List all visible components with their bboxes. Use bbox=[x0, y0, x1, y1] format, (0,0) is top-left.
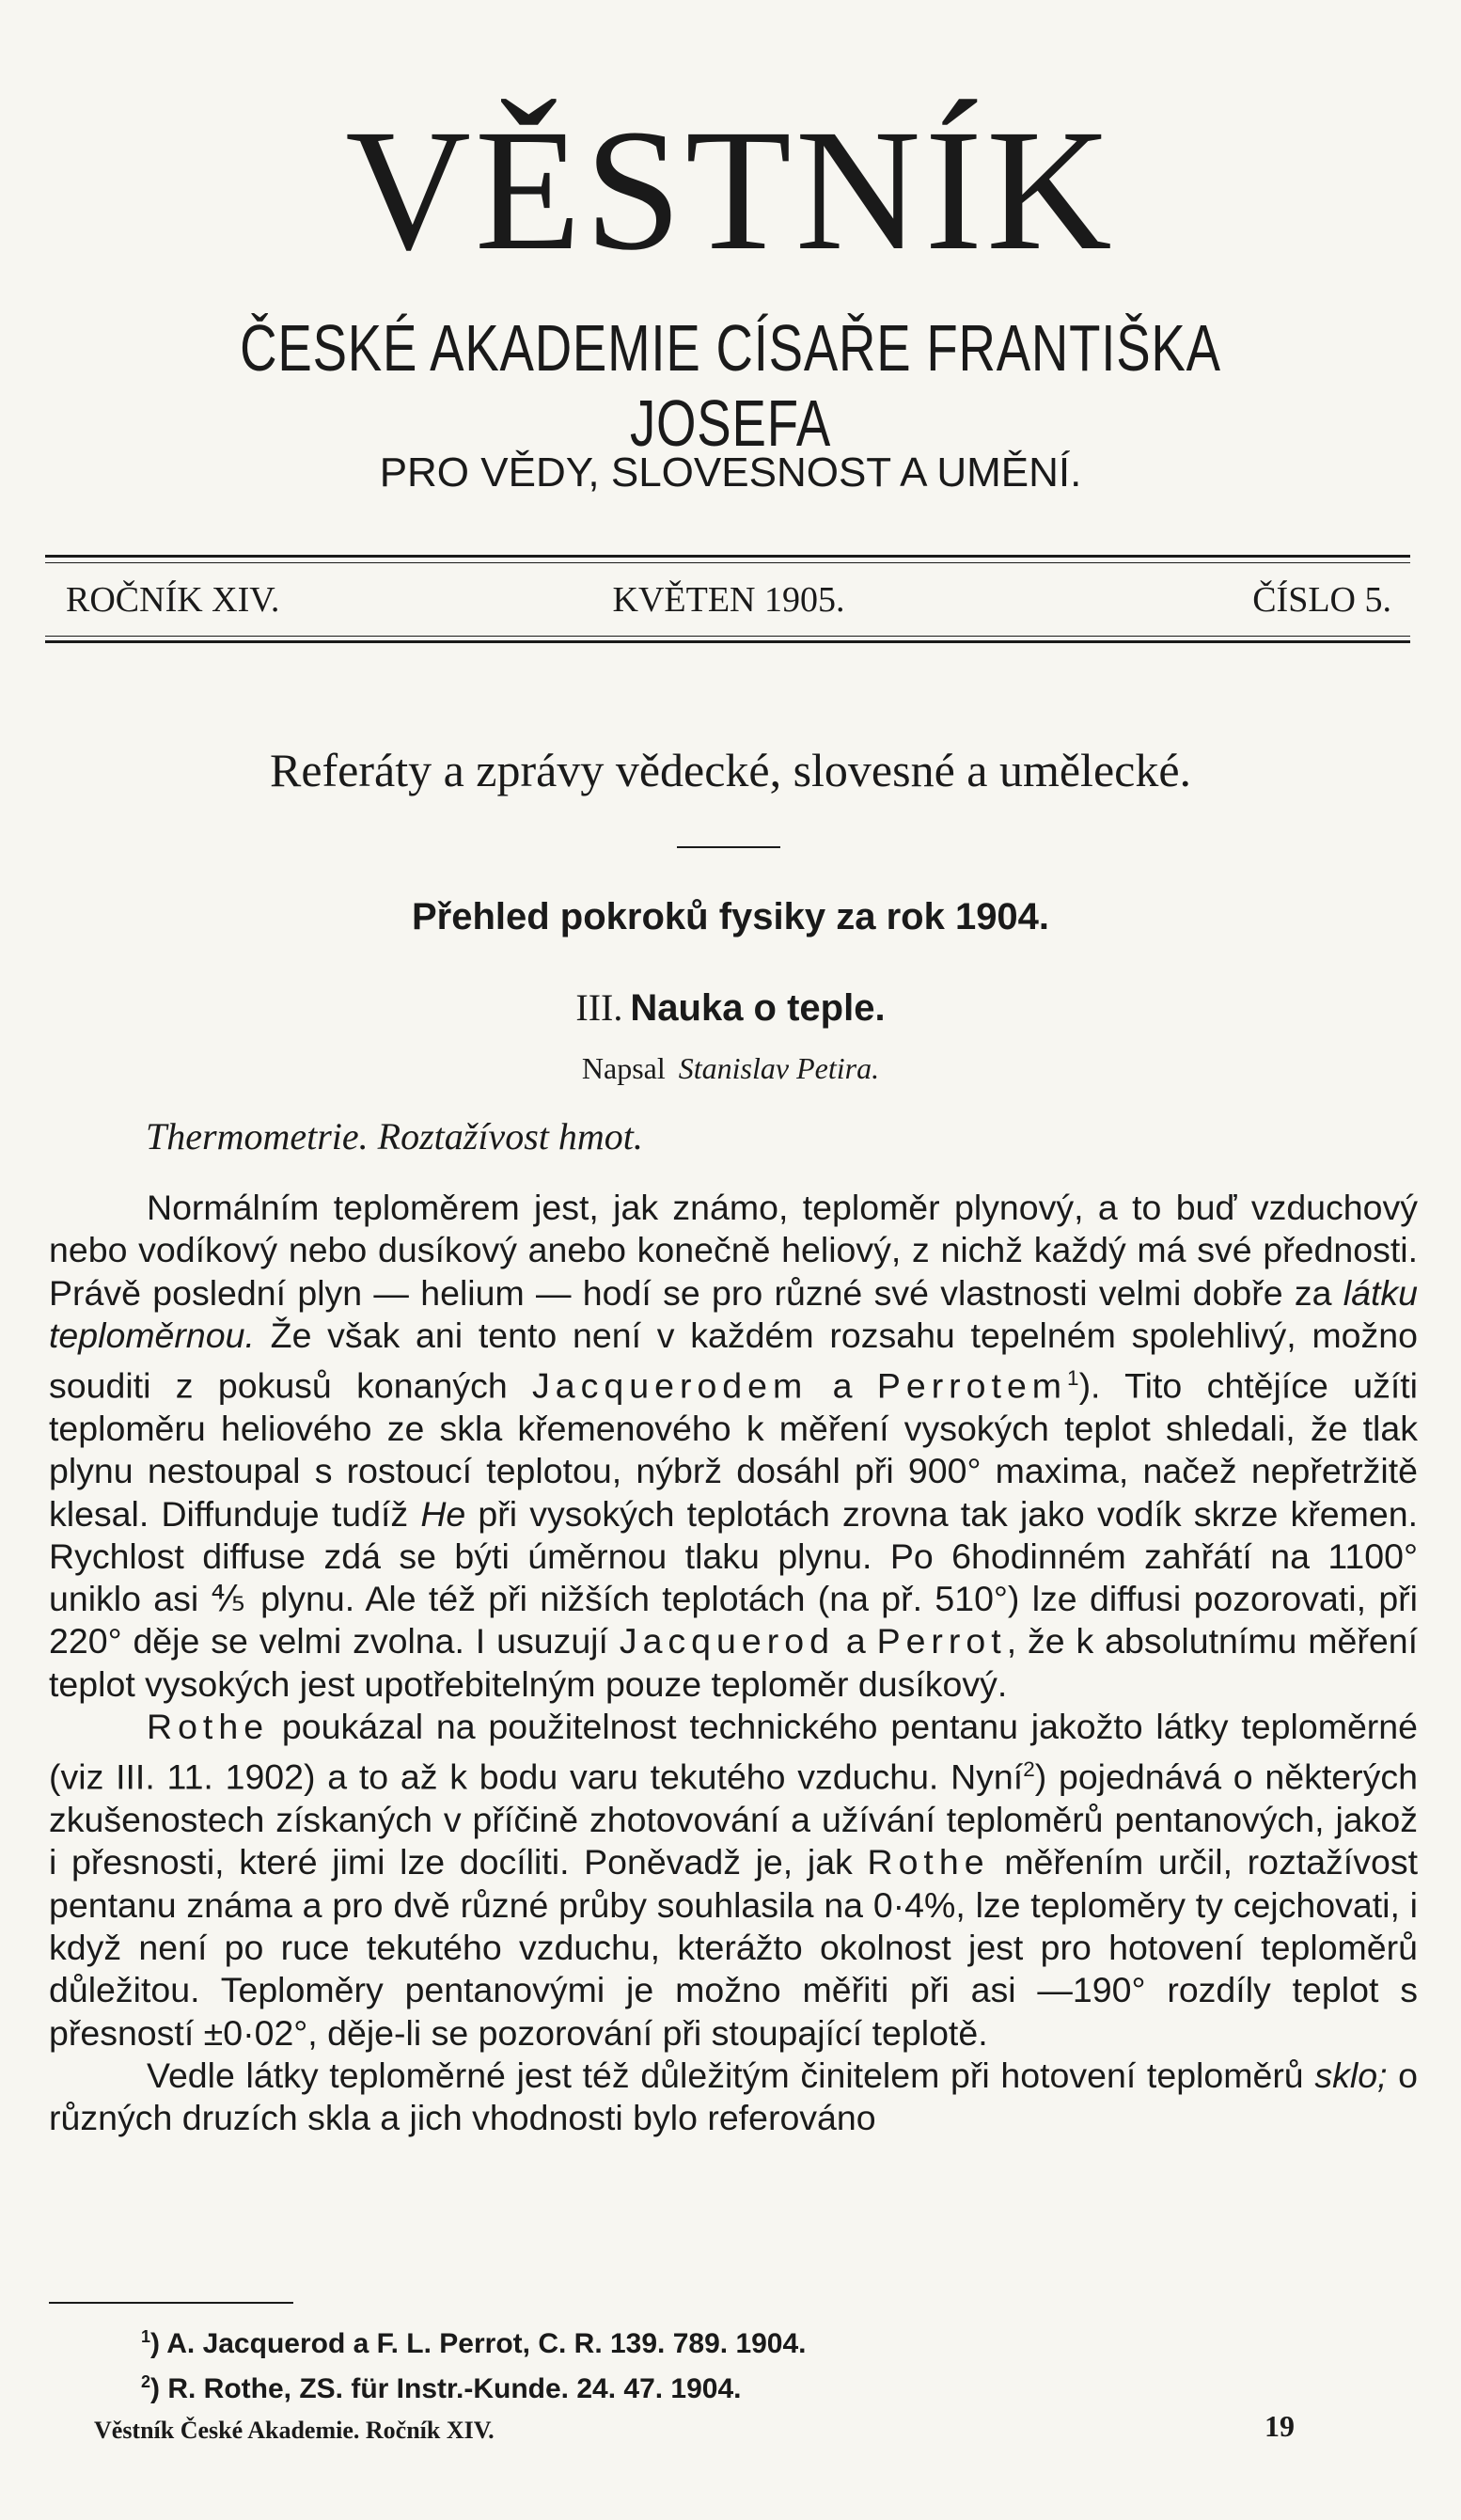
double-rule-bottom bbox=[45, 640, 1410, 643]
text-run: Normálním teploměrem jest, jak známo, teploměr plynový, a to buď vzduchový nebo vodíkový nebo dusíkový anebo konečně heliový, z nichž každý má své přednosti. Právě poslední plyn — helium — hodí se pro různé své vlastnosti velmi dobře za bbox=[49, 1188, 1418, 1313]
text-run: Vedle látky teploměrné jest též důležitým činitelem při hotovení teploměrů bbox=[147, 2055, 1315, 2095]
footnote-rule bbox=[49, 2302, 293, 2304]
double-rule-top-thin bbox=[45, 562, 1410, 563]
part-heading bbox=[0, 985, 1461, 1030]
term-italic: látku teploměrnou. bbox=[49, 1272, 1418, 1355]
footnote-ref: 1 bbox=[1067, 1366, 1079, 1391]
article-body bbox=[49, 1187, 1418, 2140]
topic-subhead: Thermometrie. Roztažívost hmot. bbox=[146, 1115, 643, 1158]
paragraph-1 bbox=[49, 1187, 1418, 1706]
part-title: Nauka o teple. bbox=[630, 987, 886, 1029]
footnote-text: ) A. Jacquerod a F. L. Perrot, C. R. 139. 789. 1904. bbox=[150, 2328, 807, 2359]
footnotes bbox=[141, 2318, 807, 2408]
masthead-title: VĚSTNÍK bbox=[345, 94, 1116, 287]
person-name: Jacquerodem bbox=[532, 1365, 809, 1406]
person-name: Rothe bbox=[867, 1842, 990, 1882]
person-name: Rothe bbox=[147, 1707, 270, 1747]
issue-volume: ROČNÍK XIV. bbox=[66, 580, 280, 620]
masthead-subtitle: ČESKÉ AKADEMIE CÍSAŘE FRANTIŠKA JOSEFA bbox=[240, 311, 1221, 460]
text-run: ). Tito chtějíce užíti teploměru heliového ze skla křemenového k měření vysokých teplot shledali, že tlak plynu nestoupal s rostoucí teplotou, nýbrž dosáhl při 900° maxima, načež nepřetržitě klesal. Diffunduje tudíž bbox=[49, 1365, 1418, 1534]
double-rule-bottom-thin bbox=[45, 636, 1410, 637]
paragraph-2 bbox=[49, 1706, 1418, 2055]
text-run: , že k absolutnímu měření teplot vysokých jest upotřebitelným pouze teploměr dusíkový. bbox=[49, 1621, 1418, 1704]
text-run: a bbox=[834, 1621, 877, 1662]
person-name: Jacquerod bbox=[619, 1621, 835, 1662]
text-run: měřením určil, roztažívost pentanu známa a pro dvě různé průby souhlasila na 0·4%, lze teploměry ty cejchovati, i když není po ruce tekutého vzduchu, kterážto okolnost jest pro hotovení teploměrů důležitou. Teploměry pentanovými je možno měřiti při asi —190° rozdíly teplot s přesností ±0·02°, děje-li se pozorování při stoupající teplotě. bbox=[49, 1842, 1418, 2053]
footnote-mark: 1 bbox=[141, 2327, 151, 2346]
section-title: Referáty a zprávy vědecké, slovesné a umělecké. bbox=[269, 744, 1192, 796]
footnote-2 bbox=[141, 2363, 807, 2408]
term-italic: He bbox=[420, 1493, 466, 1534]
footnote-ref: 2 bbox=[1023, 1757, 1035, 1782]
footnote-text: ) R. Rothe, ZS. für Instr.-Kunde. 24. 47. 1904. bbox=[150, 2373, 742, 2404]
issue-number: ČÍSLO 5. bbox=[1252, 580, 1391, 620]
running-footer: Věstník České Akademie. Ročník XIV. bbox=[94, 2417, 495, 2444]
author-name: Stanislav Petira. bbox=[678, 1051, 880, 1085]
masthead-subtitle-2: PRO VĚDY, SLOVESNOST A UMĚNÍ. bbox=[379, 449, 1082, 496]
person-name: Perrot bbox=[876, 1621, 1007, 1662]
footnote-1 bbox=[141, 2318, 807, 2363]
text-run: poukázal na použitelnost technického pentanu jakožto látky teploměrné (viz III. 11. 1902) a to až k bodu varu tekutého vzduchu. Nyní bbox=[49, 1707, 1418, 1797]
issue-date: KVĚTEN 1905. bbox=[612, 580, 845, 620]
page-number: 19 bbox=[1265, 2409, 1295, 2443]
footnote-mark: 2 bbox=[141, 2372, 151, 2391]
separator-rule bbox=[677, 846, 780, 848]
article-title: Přehled pokroků fysiky za rok 1904. bbox=[411, 896, 1050, 937]
term-italic: sklo; bbox=[1314, 2055, 1388, 2095]
text-run: o různých druzích skla a jich vhodnosti bylo referováno bbox=[49, 2055, 1419, 2138]
double-rule-top bbox=[45, 555, 1410, 558]
byline-prefix: Napsal bbox=[581, 1051, 666, 1085]
byline bbox=[0, 1051, 1461, 1086]
text-run: a bbox=[808, 1365, 877, 1406]
part-number: III. bbox=[575, 986, 623, 1029]
person-name: Perrotem bbox=[876, 1365, 1068, 1406]
issue-bar bbox=[66, 572, 1391, 638]
paragraph-3 bbox=[49, 2055, 1418, 2140]
text-run: Že však ani tento není v každém rozsahu tepelném spolehlivý, možno souditi z pokusů konaných bbox=[49, 1315, 1418, 1406]
text-run: ) pojednává o některých zkušenostech získaných v příčině zhotovování a užívání teploměrů pentanových, jakož i přesnosti, které jimi lze docíliti. Poněvadž je, jak bbox=[49, 1756, 1418, 1882]
text-run: při vysokých teplotách zrovna tak jako vodík skrze křemen. Rychlost diffuse zdá se býti úměrnou tlaku plynu. Po 6hodinném zahřátí na 1100° uniklo asi ⅘ plynu. Ale též při nižších teplotách (na př. 510°) lze diffusi pozorovati, při 220° děje se velmi zvolna. I usuzují bbox=[49, 1493, 1418, 1662]
